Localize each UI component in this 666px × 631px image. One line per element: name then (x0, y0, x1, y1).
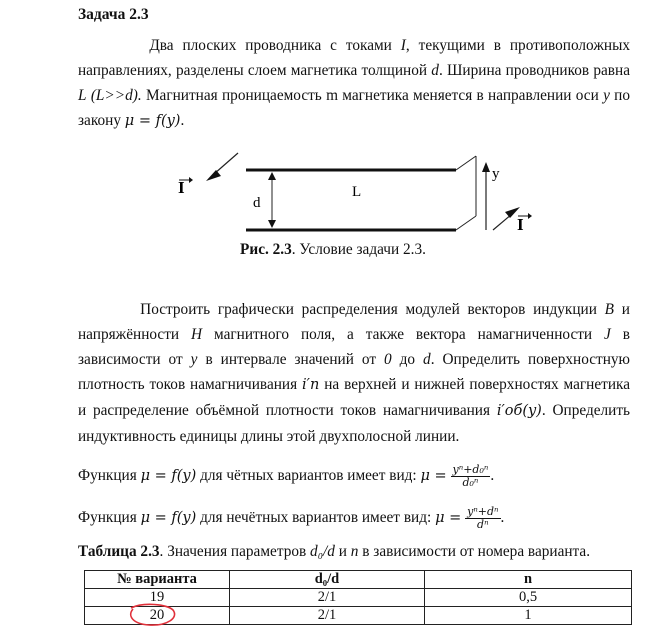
table-caption: Таблица 2.3. Значения параметров d₀/d и n в зависимости от номера варианта. (78, 543, 591, 560)
task-statement: Построить графически распределения модулей векторов индукции B и напряжённости H магнитного поля, а также вектора намагниченности J в зависимости от y в интервале значений от 0 до d. Определить поверхностную плотность токов намагничивания i′п на верхней и нижней поверхностях магнетика и распределение объёмной плотности токов намагничивания i′об(y). Определить индуктивность единицы длины этой двухполосной линии. (78, 301, 630, 445)
thickness-label: d (253, 195, 261, 211)
even-function-line: Функция μ = f(y) для чётных вариантов имеет вид: μ = $\frac{\text{yⁿ+d₀ⁿ}}{\text{d₀ⁿ}}$ . (78, 463, 495, 489)
table-header-row (85, 571, 632, 589)
current-label-right: I (517, 215, 524, 234)
cell-variant: 19 (85, 589, 230, 607)
header-d0d: d₀/d (230, 571, 425, 589)
parameters-table (84, 570, 632, 625)
cell-d0d: 2/1 (230, 589, 425, 607)
width-label: L (352, 184, 362, 200)
problem-figure (0, 0, 666, 240)
current-arrow-right (493, 207, 520, 230)
y-axis-label: y (492, 166, 500, 182)
current-label-left: I (178, 178, 185, 197)
header-n: n (425, 571, 632, 589)
cell-n: 1 (425, 607, 632, 625)
current-arrow-left (206, 153, 238, 181)
problem-heading: Задача 2.3 (78, 6, 149, 23)
y-axis-arrow (482, 162, 490, 230)
header-variant: № варианта (85, 571, 230, 589)
cell-variant: 20 (85, 607, 230, 625)
cell-n: 0,5 (425, 589, 632, 607)
thickness-dimension (268, 172, 276, 228)
cell-d0d: 2/1 (230, 607, 425, 625)
table-row (85, 607, 632, 625)
odd-function-line: Функция μ = f(y) для нечётных вариантов имеет вид: μ = $\frac{\text{yⁿ+dⁿ}}{\text{dⁿ}}$ . (78, 505, 505, 531)
highlight-circle (123, 602, 183, 628)
even-fraction: $\frac{\text{yⁿ+d₀ⁿ}}{\text{d₀ⁿ}}$ (452, 463, 489, 489)
odd-fraction: $\frac{\text{yⁿ+dⁿ}}{\text{dⁿ}}$ (467, 505, 499, 531)
figure-caption: Рис. 2.3. Условие задачи 2.3. (240, 241, 426, 258)
problem-statement: Два плоских проводника с токами I, текущими в противоположных направлениях, разделены слоем магнетика толщиной d. Ширина проводников равна L (L>>d). Магнитная проницаемость m магнетика меняется в направлении оси y по закону μ = f(y). (78, 37, 631, 129)
